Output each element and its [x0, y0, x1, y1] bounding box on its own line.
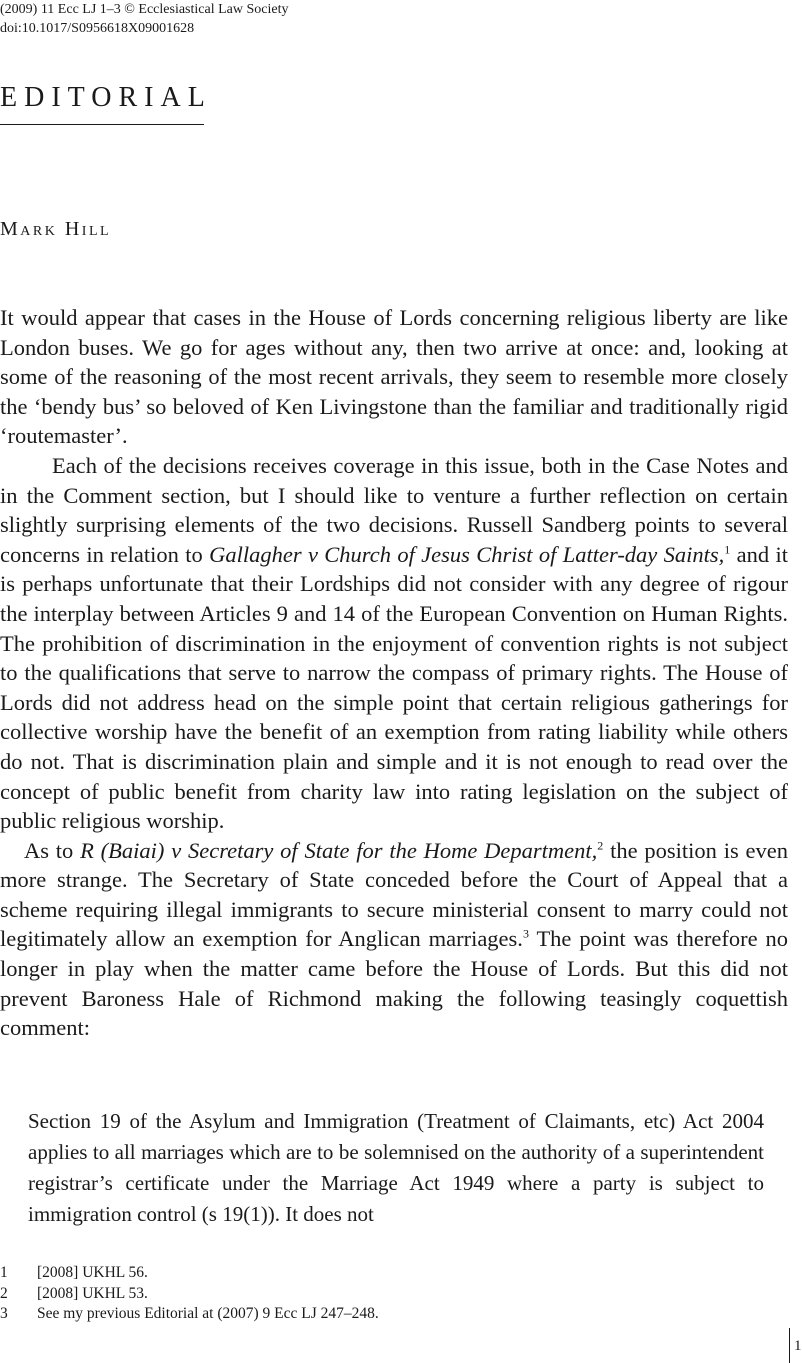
footnote-number: 2 [0, 1284, 8, 1302]
running-header [0, 0, 288, 38]
footnote [0, 1284, 379, 1305]
paragraph-2-text-b: and it is perhaps unfortunate that their Lordships did not consider with any degree of rigour the interplay between Articles 9 and 14 of the European Convention on Human Rights. The prohibition of discrimination in the enjoyment of convention rights is not subject to the qualifications that serve to narrow the compass of primary rights. The House of Lords did not address head on the simple point that certain religious gatherings for collective worship have the benefit of an exemption from rating liability while others do not. That is discrimination plain and simple and it is not enough to read over the concept of public benefit from charity law into rating legislation on the subject of public religious worship. [0, 541, 788, 834]
footnote-ref-3[interactable]: 3 [522, 926, 529, 941]
doi: doi:10.1017/S0956618X09001628 [0, 21, 195, 36]
paragraph-3 [0, 836, 788, 1043]
article-body [0, 303, 788, 1043]
footnote-text: See my previous Editorial at (2007) 9 Ecc LJ 247–248. [37, 1305, 379, 1322]
paragraph-1: It would appear that cases in the House of Lords concerning religious liberty are like London buses. We go for ages without any, then two arrive at once: and, looking at some of the reasoning of the most recent arrivals, they seem to resemble more closely the ‘bendy bus’ so beloved of Ken Livingstone than the familiar and traditionally rigid ‘routemaster’. [0, 305, 788, 449]
paragraph-3-text-a: As to [24, 837, 81, 863]
case-name-baiai: R (Baiai) v Secretary of State for the Home Department, [80, 837, 598, 863]
journal-citation: (2009) 11 Ecc LJ 1–3 © Ecclesiastical Law Society [0, 2, 289, 17]
article-title: EDITORIAL [0, 82, 204, 125]
footnote-number: 3 [0, 1305, 8, 1322]
author-name: Mark Hill [0, 218, 112, 240]
paragraph-3-text-b: the position is even more strange. The Secretary of State conceded before the Court of Appeal that a scheme requiring illegal immigrants to secure ministerial consent to marry could not legitimately allow an exemption for Anglican marriages. [0, 837, 788, 952]
footnote [0, 1304, 379, 1325]
footnote-number: 1 [0, 1264, 8, 1281]
footnote-ref-1[interactable]: 1 [724, 542, 731, 557]
paragraph-3-text-c: The point was therefore no longer in play when the matter came before the House of Lords. But this did not prevent Baroness Hale of Richmond making the following teasingly coquettish comment: [0, 926, 788, 1041]
page-number: 1 [794, 1338, 802, 1354]
footnote-text: [2008] UKHL 53. [37, 1284, 148, 1302]
footnote-ref-2[interactable]: 2 [597, 838, 604, 853]
paragraph-2 [0, 451, 788, 836]
footnote [0, 1263, 379, 1284]
footnote-text: [2008] UKHL 56. [37, 1264, 148, 1281]
case-name-gallagher: Gallagher v Church of Jesus Christ of Latter-day Saints, [209, 541, 725, 567]
paragraph-2-text-a: Each of the decisions receives coverage in this issue, both in the Case Notes and in the Comment section, but I should like to venture a further reflection on certain slightly surprising elements of the two decisions. Russell Sandberg points to several concerns in relation to [0, 452, 788, 567]
block-quote: Section 19 of the Asylum and Immigration (Treatment of Claimants, etc) Act 2004 applies to all marriages which are to be solemnised on the authority of a superintendent registrar’s certificate under the Marriage Act 1949 where a party is subject to immigration control (s 19(1)). It does not [28, 1109, 764, 1226]
footnotes [0, 1263, 379, 1325]
page-number-rule [789, 1328, 790, 1363]
